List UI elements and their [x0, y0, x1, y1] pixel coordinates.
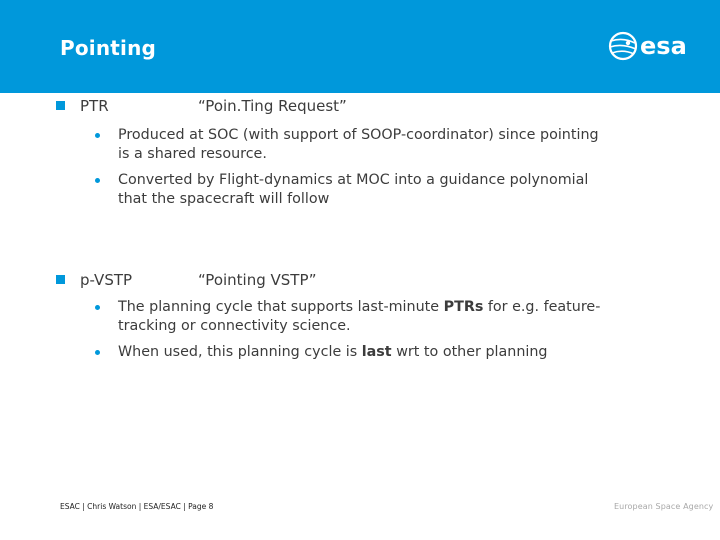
section-quote-ptr: “Poin.Ting Request”	[198, 97, 347, 115]
bullet-text: The planning cycle that supports last-minute PTRs for e.g. feature- tracking or connectivity science.	[118, 299, 601, 334]
slide-title: Pointing	[60, 36, 157, 60]
section-term-ptr: PTR	[80, 97, 109, 115]
section-marker	[56, 101, 65, 110]
section-term-pvstp: p-VSTP	[80, 271, 133, 289]
esa-logo-text: esa	[640, 32, 687, 60]
bullet-dot	[95, 178, 100, 183]
esa-logo	[604, 27, 704, 67]
header-bar	[0, 0, 720, 93]
bullet-dot	[95, 350, 100, 355]
globe-icon	[610, 33, 636, 59]
bullet-text: When used, this planning cycle is last wrt to other planning	[118, 344, 548, 360]
bullet-text: Converted by Flight-dynamics at MOC into a guidance polynomial that the spacecraft will follow	[118, 172, 589, 207]
footer-info: ESAC | Chris Watson | ESA/ESAC | Page 8	[60, 502, 214, 511]
section-marker	[56, 275, 65, 284]
bullet-text: Produced at SOC (with support of SOOP-coordinator) since pointing is a shared resource.	[118, 127, 599, 162]
footer-agency-name: European Space Agency	[614, 502, 714, 511]
section-quote-pvstp: “Pointing VSTP”	[198, 271, 317, 289]
bullet-dot	[95, 305, 100, 310]
bullet-dot	[95, 133, 100, 138]
